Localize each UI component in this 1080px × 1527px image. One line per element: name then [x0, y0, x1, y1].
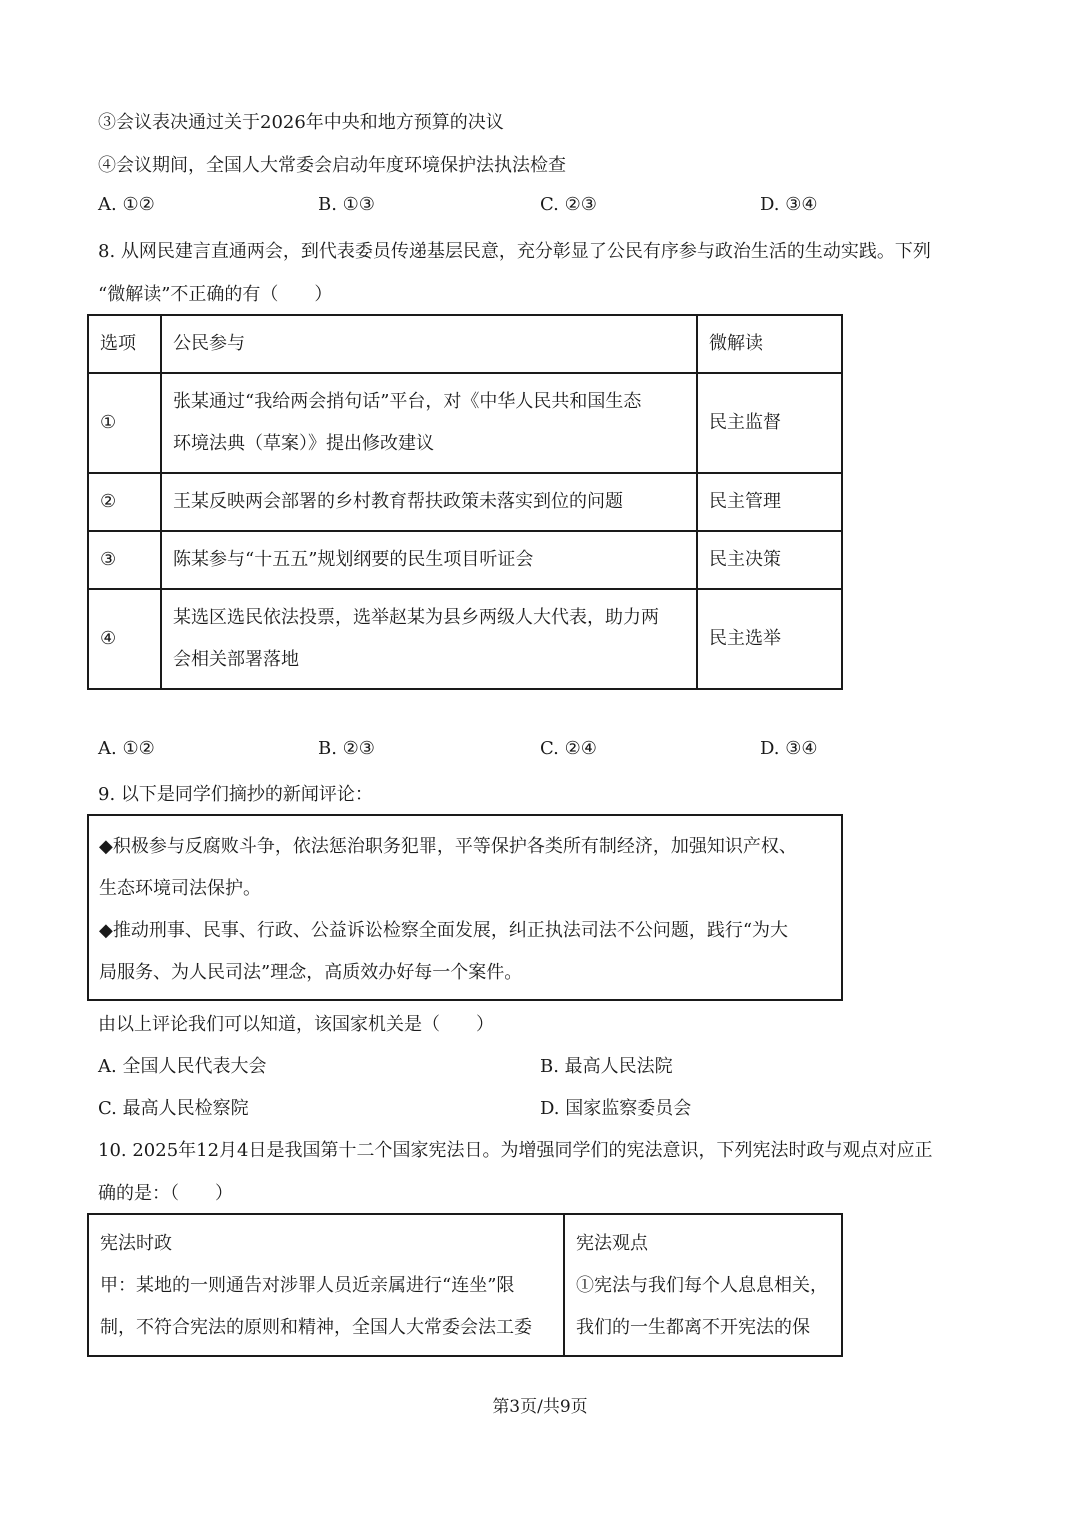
q9-option-a: A. 全国人民代表大会 — [98, 1056, 267, 1077]
q8-stem-line-2: “微解读”不正确的有（ ） — [98, 284, 333, 305]
q10-stem-line-1: 10. 2025年12月4日是我国第十二个国家宪法日。为增强同学们的宪法意识，下列宪法时政与观点对应正 — [98, 1140, 933, 1161]
page-footer: 第3页/共9页 — [492, 1397, 588, 1417]
q9-box-line-4: 局服务、为人民司法”理念，高质效办好每一个案件。 — [99, 962, 523, 983]
q9-box-line-2: 生态环境司法保护。 — [99, 878, 261, 899]
q9-box-line-1: ◆积极参与反腐败斗争，依法惩治职务犯罪，平等保护各类所有制经济，加强知识产权、 — [99, 836, 797, 857]
q8-table — [87, 314, 843, 690]
q8-row4-no: ④ — [88, 589, 161, 689]
q8-header-participation: 公民参与 — [161, 315, 697, 373]
q8-row3-no: ③ — [88, 531, 161, 589]
q8-row2-reading: 民主管理 — [697, 473, 842, 531]
q9-news-box — [87, 814, 843, 1001]
table-row — [88, 1214, 842, 1356]
q10-left-cell — [88, 1214, 564, 1356]
q10-left-line1: 甲：某地的一则通告对涉罪人员近亲属进行“连坐”限 — [100, 1275, 515, 1296]
q8-row1-text — [161, 373, 697, 473]
q8-row4-text — [161, 589, 697, 689]
q7-option-b: B. ①③ — [318, 194, 375, 215]
q8-row1-text-line1: 张某通过“我给两会捎句话”平台，对《中华人民共和国生态 — [173, 391, 642, 412]
table-row — [88, 473, 842, 531]
q8-table-header-row — [88, 315, 842, 373]
q8-row4-text-line2: 会相关部署落地 — [173, 649, 299, 670]
q10-left-line2: 制，不符合宪法的原则和精神，全国人大常委会法工委 — [100, 1317, 532, 1338]
q7-option-a: A. ①② — [98, 194, 155, 215]
q7-option-d: D. ③④ — [760, 194, 818, 215]
q10-left-header: 宪法时政 — [100, 1233, 172, 1254]
q8-row1-no: ① — [88, 373, 161, 473]
q9-option-d: D. 国家监察委员会 — [540, 1098, 692, 1119]
q10-right-cell — [564, 1214, 842, 1356]
q9-stem: 9. 以下是同学们摘抄的新闻评论： — [98, 784, 373, 805]
q7-item-4: ④会议期间，全国人大常委会启动年度环境保护法执法检查 — [98, 155, 566, 176]
q8-option-a: A. ①② — [98, 738, 155, 759]
q8-header-reading: 微解读 — [697, 315, 842, 373]
q9-option-c: C. 最高人民检察院 — [98, 1098, 249, 1119]
q9-option-b: B. 最高人民法院 — [540, 1056, 673, 1077]
q8-row3-reading: 民主决策 — [697, 531, 842, 589]
q10-table — [87, 1213, 843, 1357]
q8-row1-reading: 民主监督 — [697, 373, 842, 473]
q9-question: 由以上评论我们可以知道，该国家机关是（ ） — [98, 1014, 494, 1035]
q10-right-header: 宪法观点 — [576, 1233, 648, 1254]
q8-option-d: D. ③④ — [760, 738, 818, 759]
q8-row2-text: 王某反映两会部署的乡村教育帮扶政策未落实到位的问题 — [161, 473, 697, 531]
q9-box-line-3: ◆推动刑事、民事、行政、公益诉讼检察全面发展，纠正执法司法不公问题，践行“为大 — [99, 920, 789, 941]
q8-option-b: B. ②③ — [318, 738, 375, 759]
q7-option-c: C. ②③ — [540, 194, 597, 215]
q10-stem-line-2: 确的是：（ ） — [98, 1183, 233, 1204]
q8-stem-line-1: 8. 从网民建言直通两会，到代表委员传递基层民意，充分彰显了公民有序参与政治生活的生动实践。下列 — [98, 241, 931, 262]
q8-row3-text: 陈某参与“十五五”规划纲要的民生项目听证会 — [161, 531, 697, 589]
table-row — [88, 373, 842, 473]
table-row — [88, 589, 842, 689]
q8-row2-no: ② — [88, 473, 161, 531]
q8-row1-text-line2: 环境法典（草案）》提出修改建议 — [173, 433, 434, 454]
q8-option-c: C. ②④ — [540, 738, 597, 759]
table-row — [88, 531, 842, 589]
q7-item-3: ③会议表决通过关于2026年中央和地方预算的决议 — [98, 112, 504, 133]
q8-row4-text-line1: 某选区选民依法投票，选举赵某为县乡两级人大代表，助力两 — [173, 607, 659, 628]
q10-right-line2: 我们的一生都离不开宪法的保 — [576, 1317, 810, 1338]
q10-right-line1: ①宪法与我们每个人息息相关， — [576, 1275, 828, 1296]
q8-row4-reading: 民主选举 — [697, 589, 842, 689]
q8-header-option: 选项 — [88, 315, 161, 373]
